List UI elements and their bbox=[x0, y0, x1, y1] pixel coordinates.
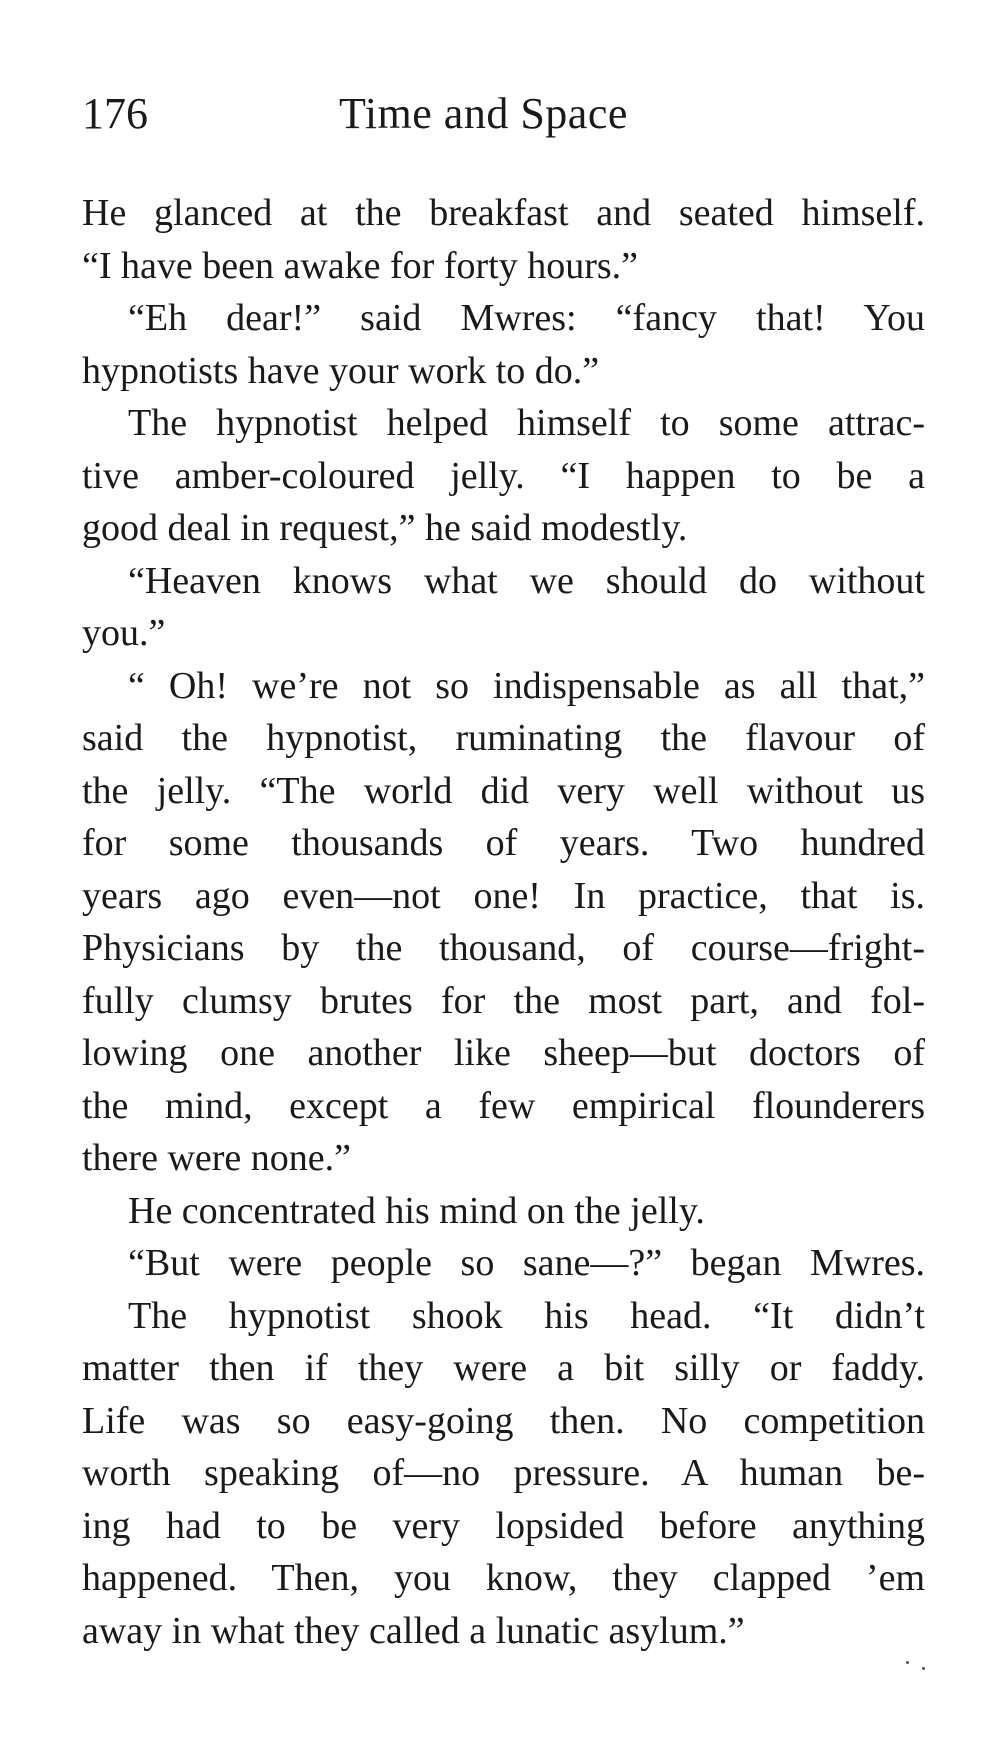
text-line: good deal in request,” he said modestly. bbox=[82, 507, 688, 549]
text-line: for some thousands of years. Two hundred bbox=[82, 822, 925, 864]
text-line: said the hypnotist, ruminating the flavour of bbox=[82, 717, 925, 759]
text-line: hypnotists have your work to do.” bbox=[82, 349, 600, 392]
text-line: worth speaking of—no pressure. A human be- bbox=[82, 1452, 925, 1494]
text-line: away in what they called a lunatic asylum.” bbox=[82, 1609, 745, 1652]
text-line: “I have been awake for forty hours.” bbox=[82, 244, 639, 287]
text-line: lowing one another like sheep—but doctors of bbox=[82, 1032, 925, 1074]
text-line: matter then if they were a bit silly or faddy. bbox=[82, 1347, 925, 1389]
running-title: Time and Space bbox=[339, 89, 628, 138]
running-head bbox=[82, 84, 922, 144]
text-line: the jelly. “The world did very well without us bbox=[82, 769, 925, 812]
text-line: He glanced at the breakfast and seated himself. bbox=[82, 192, 925, 234]
text-line: “Heaven knows what we should do without bbox=[128, 559, 925, 602]
text-line: “But were people so sane—?” began Mwres. bbox=[128, 1242, 925, 1284]
text-line: you.” bbox=[82, 612, 166, 654]
text-line: Physicians by the thousand, of course—fright- bbox=[82, 927, 925, 969]
text-line: happened. Then, you know, they clapped ’em bbox=[82, 1557, 925, 1599]
text-line: years ago even—not one! In practice, that is. bbox=[82, 874, 925, 917]
print-speck bbox=[906, 1661, 909, 1664]
text-line: “Eh dear!” said Mwres: “fancy that! You bbox=[128, 297, 925, 339]
text-line: “ Oh! we’re not so indispensable as all that,” bbox=[128, 664, 925, 707]
text-line: Life was so easy-going then. No competition bbox=[82, 1399, 925, 1442]
text-line: fully clumsy brutes for the most part, and fol- bbox=[82, 979, 925, 1022]
print-speck bbox=[922, 1667, 925, 1670]
text-line: tive amber-coloured jelly. “I happen to be a bbox=[82, 454, 925, 497]
text-line: The hypnotist helped himself to some attrac- bbox=[128, 402, 925, 444]
text-line: there were none.” bbox=[82, 1137, 352, 1179]
text-line: ing had to be very lopsided before anything bbox=[82, 1504, 925, 1547]
text-line: The hypnotist shook his head. “It didn’t bbox=[128, 1294, 925, 1337]
text-line: He concentrated his mind on the jelly. bbox=[128, 1189, 705, 1232]
body-text bbox=[82, 187, 925, 1657]
text-line: the mind, except a few empirical flounderers bbox=[82, 1084, 925, 1127]
page-number: 176 bbox=[82, 89, 148, 138]
